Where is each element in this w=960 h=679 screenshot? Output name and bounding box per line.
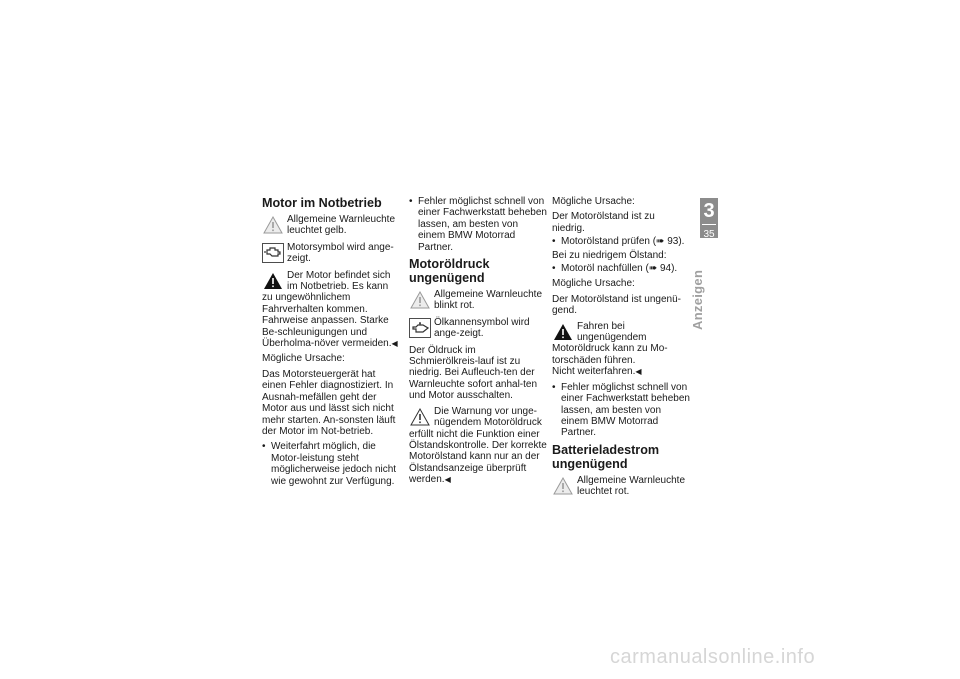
indicator-general-warning: [409, 289, 547, 312]
cause-label: Mögliche Ursache:: [552, 278, 635, 290]
warning-block: [262, 270, 400, 350]
chapter-side-label: Anzeigen: [690, 269, 705, 330]
column-1: [262, 196, 400, 491]
note-text: Die Warnung vor unge-nügendem Motoröldruck erfüllt nicht die Funktion einer Ölstandskontrolle. Der korrekte Motorölstand kann nur an der Ölstandsanzeige überprüft werden.: [409, 405, 547, 486]
section-heading-battery-charge: Batterieladestrom ungenügend: [552, 442, 660, 471]
cause-label: Mögliche Ursache:: [262, 353, 345, 365]
list-item: • Motorölstand prüfen (➠ 93).: [552, 236, 690, 247]
general-warning-light-icon: [552, 476, 574, 496]
warning-block: [552, 321, 690, 378]
cause-text: Das Motorsteuergerät hat einen Fehler diagnostiziert. In Ausnah-mefällen geht der Motor aus und lässt sich nicht mehr starten. An-sonsten läuft der Motor im Not-betrieb.: [262, 368, 396, 437]
chapter-number: 3: [703, 200, 715, 222]
indicator-oil-can: [409, 317, 547, 340]
action-list: [552, 263, 690, 274]
indicator-text: Allgemeine Warnleuchte blinkt rot.: [434, 289, 543, 312]
warning-advice: Fahrweise anpassen. Starke Be-schleunigungen und Überholma-növer vermeiden.: [262, 315, 392, 350]
general-warning-light-icon: [409, 290, 431, 310]
column-2: [409, 196, 547, 490]
end-marker-icon: ◀: [635, 367, 642, 377]
end-marker-icon: ◀: [391, 339, 398, 349]
cause-text: Der Motorölstand ist ungenü-gend.: [552, 293, 681, 317]
danger-triangle-icon: [552, 322, 574, 342]
action-list: [409, 196, 547, 253]
warning-text: Fahren bei ungenügendem Motoröldruck kann zu Mo-torschäden führen.: [552, 320, 668, 366]
warning-advice: Nicht weiterfahren.: [552, 366, 636, 378]
note-triangle-icon: [409, 407, 431, 427]
engine-symbol-icon: [262, 243, 284, 263]
action-list: [262, 441, 400, 487]
action-list: [552, 236, 690, 247]
column-3: [552, 196, 690, 503]
indicator-general-warning: [552, 475, 690, 498]
end-marker-icon: ◀: [444, 475, 451, 485]
indicator-text: Allgemeine Warnleuchte leuchtet rot.: [577, 474, 686, 498]
page-number: 35: [703, 229, 715, 240]
cause-label: Mögliche Ursache:: [552, 196, 635, 207]
warning-text: Der Motor befindet sich im Notbetrieb. Es kann zu ungewöhnlichem Fahrverhalten kommen.: [262, 269, 391, 315]
list-item: • Motoröl nachfüllen (➠ 94).: [552, 263, 690, 274]
danger-triangle-icon: [262, 271, 284, 291]
section-heading-engine-emergency: Motor im Notbetrieb: [262, 196, 382, 210]
tab-divider: [702, 224, 716, 225]
general-warning-light-icon: [262, 215, 284, 235]
action-list: [552, 382, 690, 439]
indicator-general-warning: [262, 214, 400, 237]
section-heading-oil-pressure: Motoröldruck ungenügend: [409, 257, 490, 286]
indicator-text: Motorsymbol wird ange-zeigt.: [287, 241, 394, 265]
note-block: [409, 406, 547, 486]
list-item: • Weiterfahrt möglich, die Motor-leistung steht möglicherweise jedoch nicht wie gewohnt zur Verfügung.: [262, 441, 400, 487]
cause-text: Der Motorölstand ist zu niedrig.: [552, 211, 655, 234]
list-item: • Fehler möglichst schnell von einer Fachwerkstatt beheben lassen, am besten von einem BMW Motorrad Partner.: [409, 196, 547, 253]
list-item: • Fehler möglichst schnell von einer Fachwerkstatt beheben lassen, am besten von einem BMW Motorrad Partner.: [552, 382, 690, 439]
indicator-text: Allgemeine Warnleuchte leuchtet gelb.: [287, 214, 396, 237]
oil-can-icon: [409, 318, 431, 338]
indicator-text: Ölkannensymbol wird ange-zeigt.: [434, 316, 530, 340]
low-oil-label: Bei zu niedrigem Ölstand:: [552, 249, 667, 261]
paragraph: Der Öldruck im Schmierölkreis-lauf ist zu niedrig. Bei Aufleuch-ten der Warnleuchte sofort anhal-ten und Motor ausschalten.: [409, 344, 538, 402]
indicator-engine-symbol: [262, 242, 400, 265]
watermark: carmanualsonline.info: [610, 646, 816, 668]
